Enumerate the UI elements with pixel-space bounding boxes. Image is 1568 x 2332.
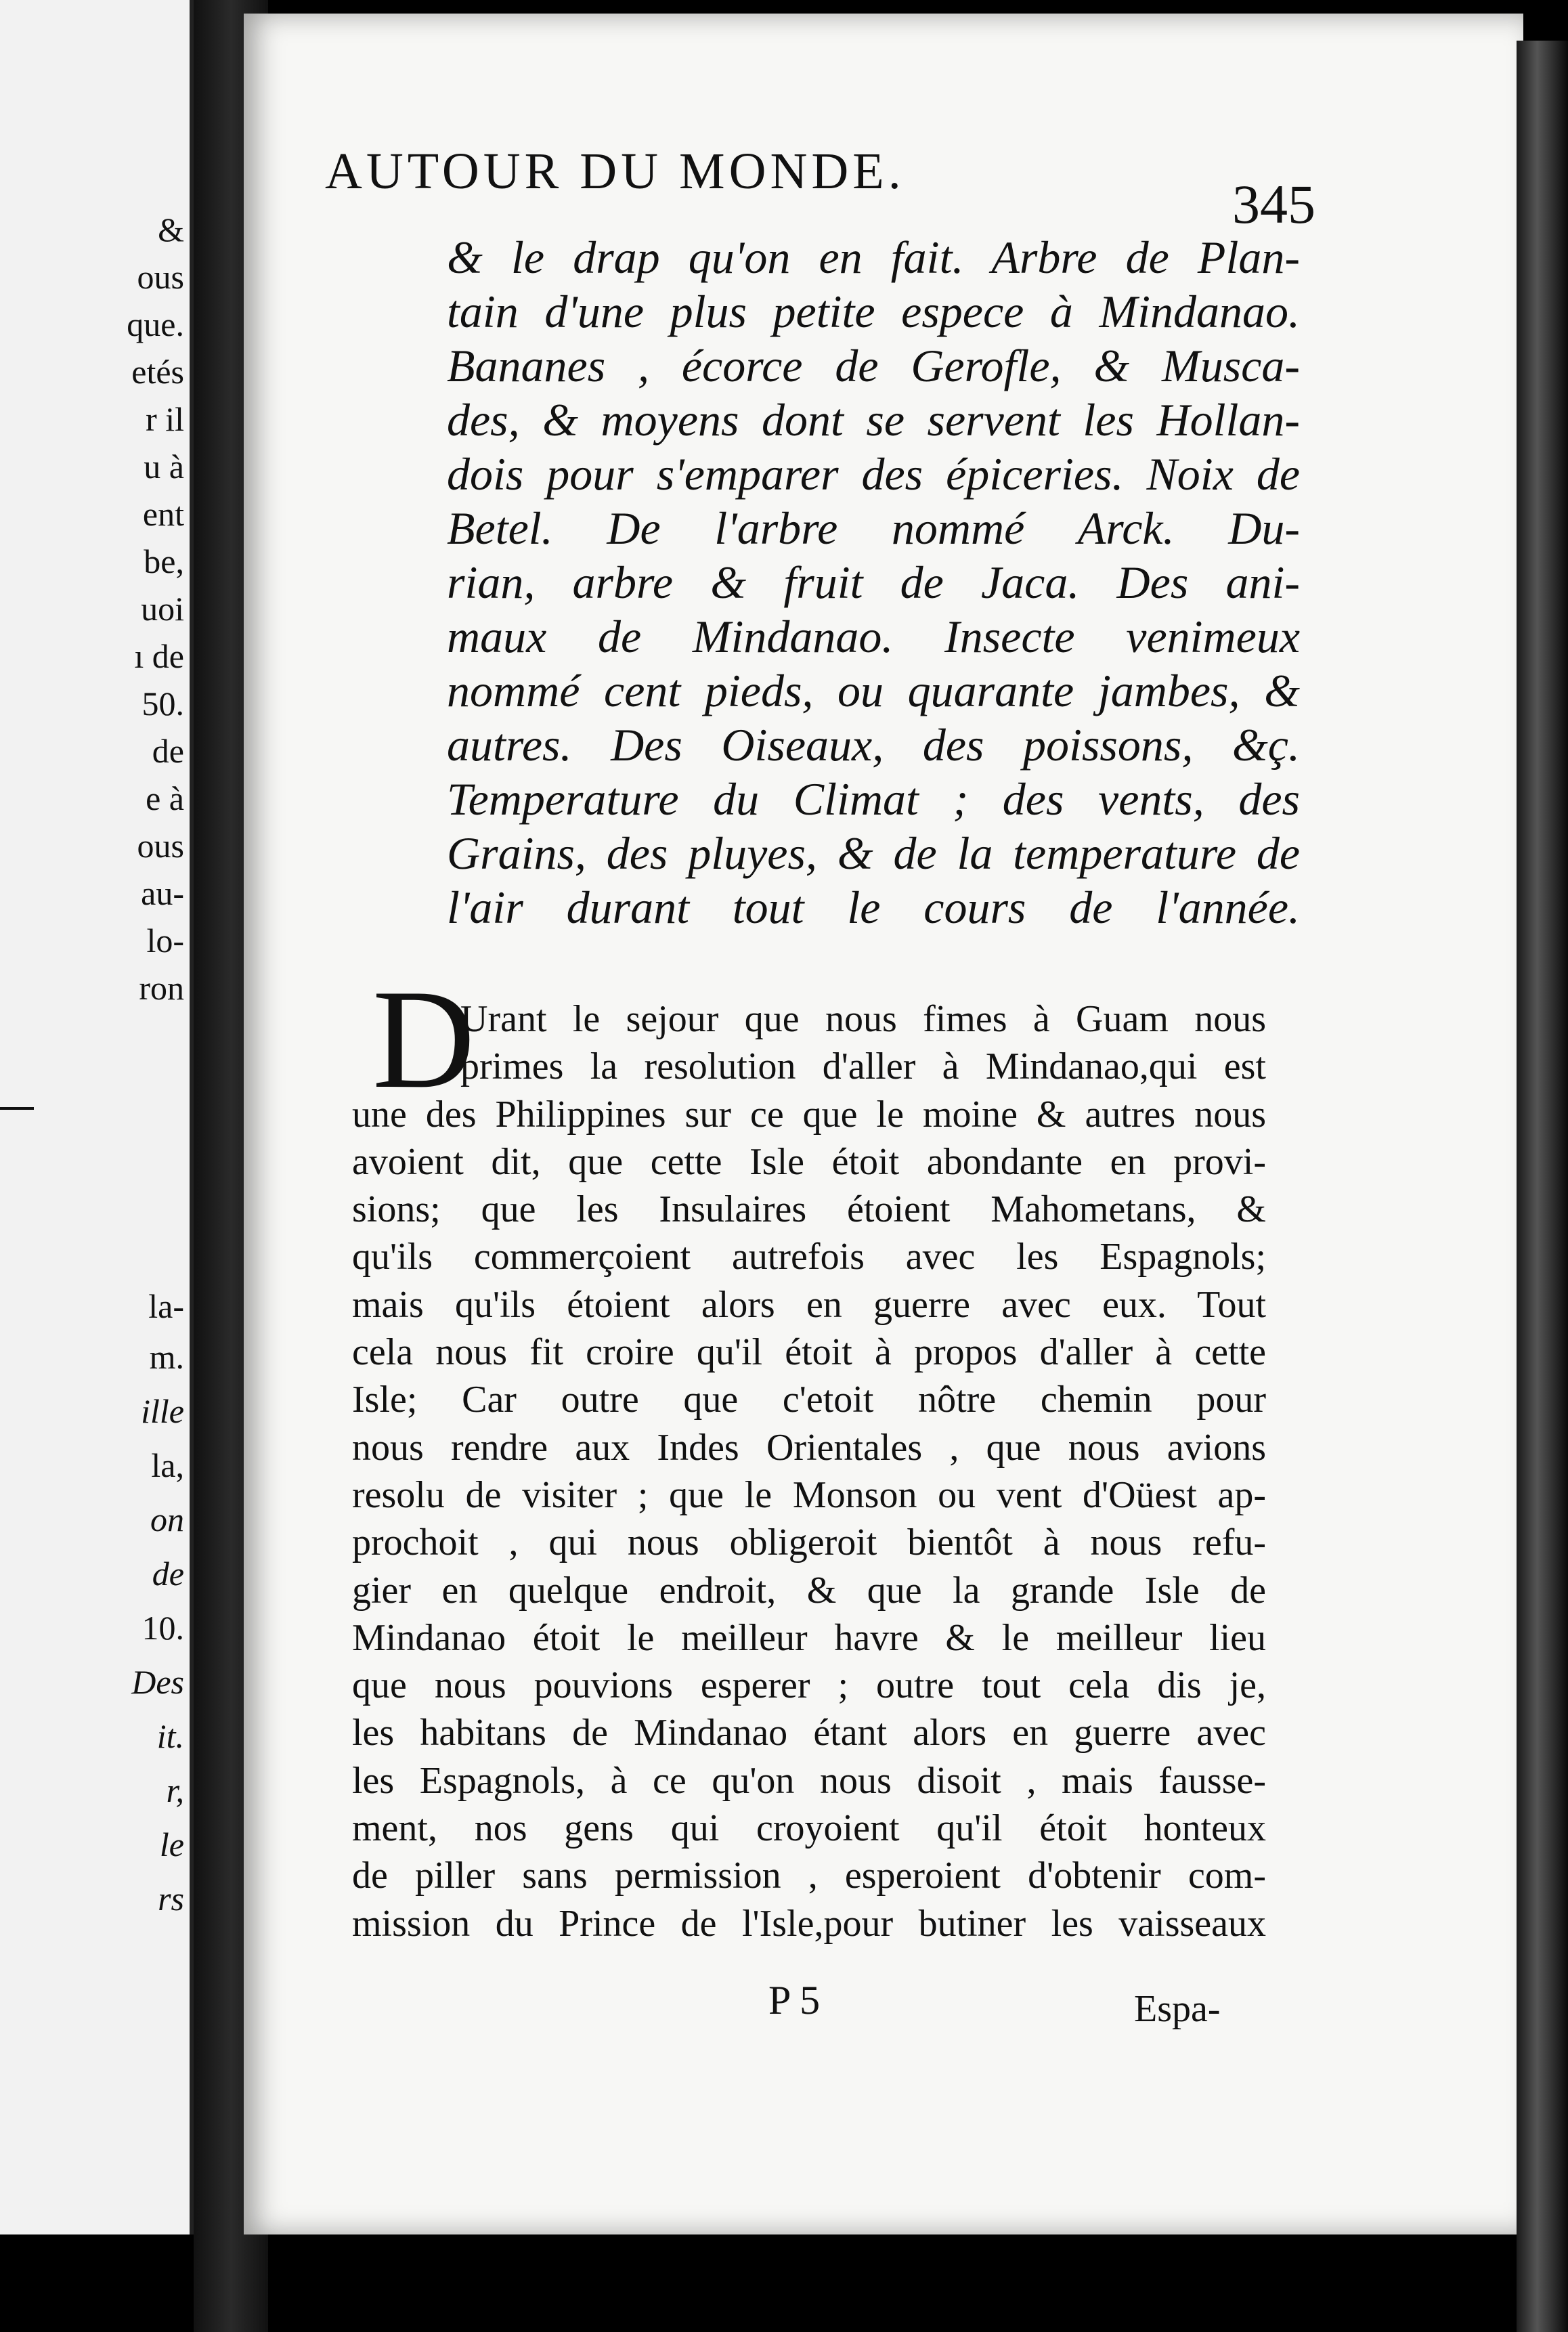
left-fragment: rs bbox=[158, 1880, 184, 1918]
left-fragment: lo- bbox=[146, 922, 184, 959]
body-line: gier en quelque endroit, & que la grande Isle de bbox=[352, 1569, 1266, 1612]
summary-line: maux de Mindanao. Insecte venimeux bbox=[447, 611, 1300, 662]
left-fragment: au- bbox=[141, 874, 184, 912]
body-line: Mindanao étoit le meilleur havre & le meilleur lieu bbox=[352, 1616, 1266, 1659]
signature-mark: P 5 bbox=[768, 1978, 821, 2023]
left-fragment: 50. bbox=[141, 685, 184, 722]
body-line: les habitans de Mindanao étant alors en guerre avec bbox=[352, 1712, 1266, 1754]
left-fragment: it. bbox=[156, 1717, 184, 1755]
body-line: les Espagnols, à ce qu'on nous disoit , mais fausse- bbox=[352, 1759, 1266, 1802]
body-line: mission du Prince de l'Isle,pour butiner les vaisseaux bbox=[352, 1902, 1266, 1945]
body-line: de piller sans permission , esperoient d'obtenir com- bbox=[352, 1855, 1266, 1897]
left-fragment: ı de bbox=[134, 637, 184, 675]
summary-line: dois pour s'emparer des épiceries. Noix de bbox=[447, 448, 1300, 500]
left-fragment: la- bbox=[148, 1287, 184, 1325]
left-fragment: ron bbox=[139, 969, 184, 1007]
summary-line: rian, arbre & fruit de Jaca. Des ani- bbox=[447, 557, 1300, 608]
left-fragment: etés bbox=[131, 353, 184, 391]
body-paragraph bbox=[352, 995, 1266, 1947]
left-fragment: m. bbox=[149, 1338, 184, 1376]
summary-line: des, & moyens dont se servent les Hollan- bbox=[447, 394, 1300, 446]
chapter-summary bbox=[447, 230, 1300, 934]
left-fragment: que. bbox=[127, 305, 184, 343]
body-line: cela nous fit croire qu'il étoit à propos d'aller à cette bbox=[352, 1331, 1266, 1374]
left-fragment: e à bbox=[146, 779, 184, 817]
summary-line: & le drap qu'on en fait. Arbre de Plan- bbox=[447, 232, 1300, 283]
left-fragment: r il bbox=[146, 400, 184, 438]
body-line: Isle; Car outre que c'etoit nôtre chemin pour bbox=[352, 1379, 1266, 1421]
page-number: 345 bbox=[1232, 173, 1315, 235]
summary-line: Betel. De l'arbre nommé Arck. Du- bbox=[447, 502, 1300, 554]
left-fragment: ous bbox=[137, 827, 184, 865]
body-line: sions; que les Insulaires étoient Mahometans, & bbox=[352, 1188, 1266, 1231]
body-line: une des Philippines sur ce que le moine & autres nous bbox=[352, 1093, 1266, 1136]
summary-line: Bananes , écorce de Gerofle, & Musca- bbox=[447, 340, 1300, 391]
drop-cap: D bbox=[372, 961, 475, 1118]
left-fragment: uoi bbox=[141, 590, 184, 628]
left-fragment: la, bbox=[151, 1446, 184, 1484]
left-fragment: 10. bbox=[141, 1609, 184, 1647]
summary-line: Temperature du Climat ; des vents, des bbox=[447, 773, 1300, 825]
body-line: primes la resolution d'aller à Mindanao,qui est bbox=[460, 1045, 1266, 1088]
catchword: Espa- bbox=[1134, 1988, 1221, 2030]
summary-line: nommé cent pieds, ou quarante jambes, & bbox=[447, 665, 1300, 716]
left-fragment: ent bbox=[142, 495, 184, 533]
body-line: nous rendre aux Indes Orientales , que nous avions bbox=[352, 1426, 1266, 1469]
left-fragment: de bbox=[152, 1555, 184, 1593]
page-edge bbox=[1517, 41, 1568, 2332]
left-fragment: & bbox=[158, 211, 184, 249]
left-fragment: Des bbox=[131, 1663, 184, 1701]
body-line: resolu de visiter ; que le Monson ou vent d'Oüest ap- bbox=[352, 1473, 1266, 1516]
left-fragment: u à bbox=[144, 448, 184, 485]
summary-line: autres. Des Oiseaux, des poissons, &ç. bbox=[447, 719, 1300, 771]
running-head: AUTOUR DU MONDE. bbox=[325, 143, 905, 200]
left-page-fragment bbox=[0, 0, 194, 2234]
left-fragment: de bbox=[152, 732, 184, 770]
body-line: que nous pouvions esperer ; outre tout cela dis je, bbox=[352, 1664, 1266, 1707]
summary-line: l'air durant tout le cours de l'année. bbox=[447, 882, 1300, 933]
left-fragment: be, bbox=[144, 542, 184, 580]
left-fragment: r, bbox=[166, 1771, 184, 1809]
body-line: mais qu'ils étoient alors en guerre avec eux. Tout bbox=[352, 1283, 1266, 1326]
body-line: Urant le sejour que nous fimes à Guam nous bbox=[460, 998, 1266, 1040]
left-fragment: le bbox=[159, 1826, 184, 1863]
body-line: qu'ils commerçoient autrefois avec les Espagnols; bbox=[352, 1236, 1266, 1278]
left-page-rule bbox=[0, 1107, 34, 1110]
left-fragment: ous bbox=[137, 258, 184, 296]
summary-line: Grains, des pluyes, & de la temperature de bbox=[447, 827, 1300, 879]
left-fragment: on bbox=[150, 1500, 184, 1538]
body-line: avoient dit, que cette Isle étoit abondante en provi- bbox=[352, 1140, 1266, 1183]
left-fragment: ille bbox=[141, 1392, 184, 1430]
summary-line: tain d'une plus petite espece à Mindanao. bbox=[447, 286, 1300, 337]
body-line: ment, nos gens qui croyoient qu'il étoit honteux bbox=[352, 1807, 1266, 1850]
body-line: prochoit , qui nous obligeroit bientôt à nous refu- bbox=[352, 1521, 1266, 1564]
